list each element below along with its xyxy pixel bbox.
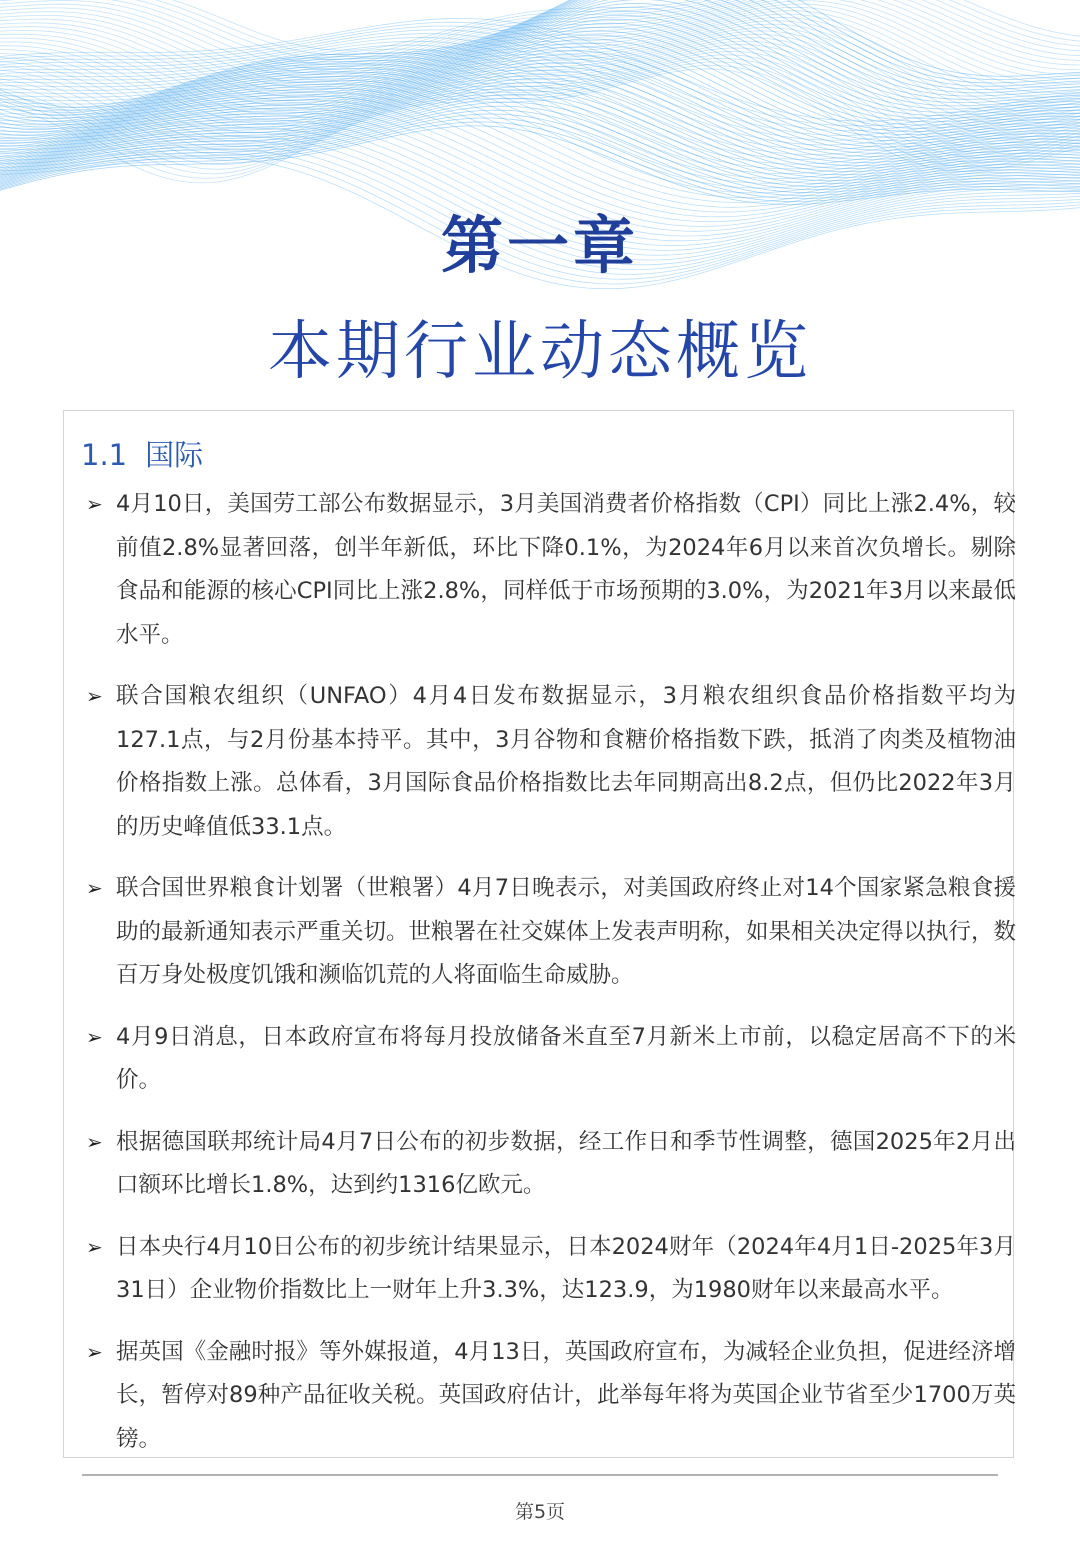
section-heading <box>81 433 203 474</box>
list-item <box>86 675 1016 849</box>
arrow-bullet-icon: ➢ <box>86 1339 103 1364</box>
list-item-text: 联合国粮农组织（UNFAO）4月4日发布数据显示，3月粮农组织食品价格指数平均为127.1点，与2月份基本持平。其中，3月谷物和食糖价格指数下跌，抵消了肉类及植物油价格指数上涨。总体看，3月国际食品价格指数比去年同期高出8.2点，但仍比2022年3月的历史峰值低33.1点。 <box>116 683 1016 840</box>
list-item-text: 据英国《金融时报》等外媒报道，4月13日，英国政府宣布，为减轻企业负担，促进经济增长，暂停对89种产品征收关税。英国政府估计，此举每年将为英国企业节省至少1700万英镑。 <box>116 1338 1016 1452</box>
chapter-title: 本期行业动态概览 <box>268 315 812 389</box>
list-item <box>86 483 1016 657</box>
list-item-text: 4月10日，美国劳工部公布数据显示，3月美国消费者价格指数（CPI）同比上涨2.4%，较前值2.8%显著回落，创半年新低，环比下降0.1%，为2024年6月以来首次负增长。剔除食品和能源的核心CPI同比上涨2.8%，同样低于市场预期的3.0%，为2021年3月以来最低水平。 <box>116 491 1016 648</box>
chapter-number: 第一章 <box>440 209 639 282</box>
list-item <box>86 1016 1016 1103</box>
list-item-text: 日本央行4月10日公布的初步统计结果显示，日本2024财年（2024年4月1日-2025年3月31日）企业物价指数比上一财年上升3.3%，达123.9，为1980财年以来最高水平。 <box>116 1233 1016 1303</box>
arrow-bullet-icon: ➢ <box>86 1024 103 1049</box>
news-list <box>86 483 1016 1479</box>
page-number: 第5页 <box>514 1501 566 1523</box>
list-item-text: 根据德国联邦统计局4月7日公布的初步数据，经工作日和季节性调整，德国2025年2月出口额环比增长1.8%，达到约1316亿欧元。 <box>116 1128 1016 1198</box>
list-item <box>86 1226 1016 1313</box>
arrow-bullet-icon: ➢ <box>86 492 103 516</box>
content-box <box>63 410 1017 1458</box>
arrow-bullet-icon: ➢ <box>86 876 103 900</box>
footer-divider <box>82 1474 998 1476</box>
arrow-bullet-icon: ➢ <box>86 1234 103 1259</box>
section-title: 国际 <box>145 438 204 472</box>
arrow-bullet-icon: ➢ <box>86 684 103 708</box>
list-item-text: 联合国世界粮食计划署（世粮署）4月7日晚表示，对美国政府终止对14个国家紧急粮食援助的最新通知表示严重关切。世粮署在社交媒体上发表声明称，如果相关决定得以执行，数百万身处极度饥饿和濒临饥荒的人将面临生命威胁。 <box>116 875 1017 988</box>
list-item <box>86 1121 1016 1208</box>
arrow-bullet-icon: ➢ <box>86 1129 103 1154</box>
section-number: 1.1 <box>81 438 128 472</box>
list-item-text: 4月9日消息，日本政府宣布将每月投放储备米直至7月新米上市前，以稳定居高不下的米价。 <box>116 1023 1016 1093</box>
list-item <box>86 867 1016 998</box>
list-item <box>86 1331 1016 1462</box>
